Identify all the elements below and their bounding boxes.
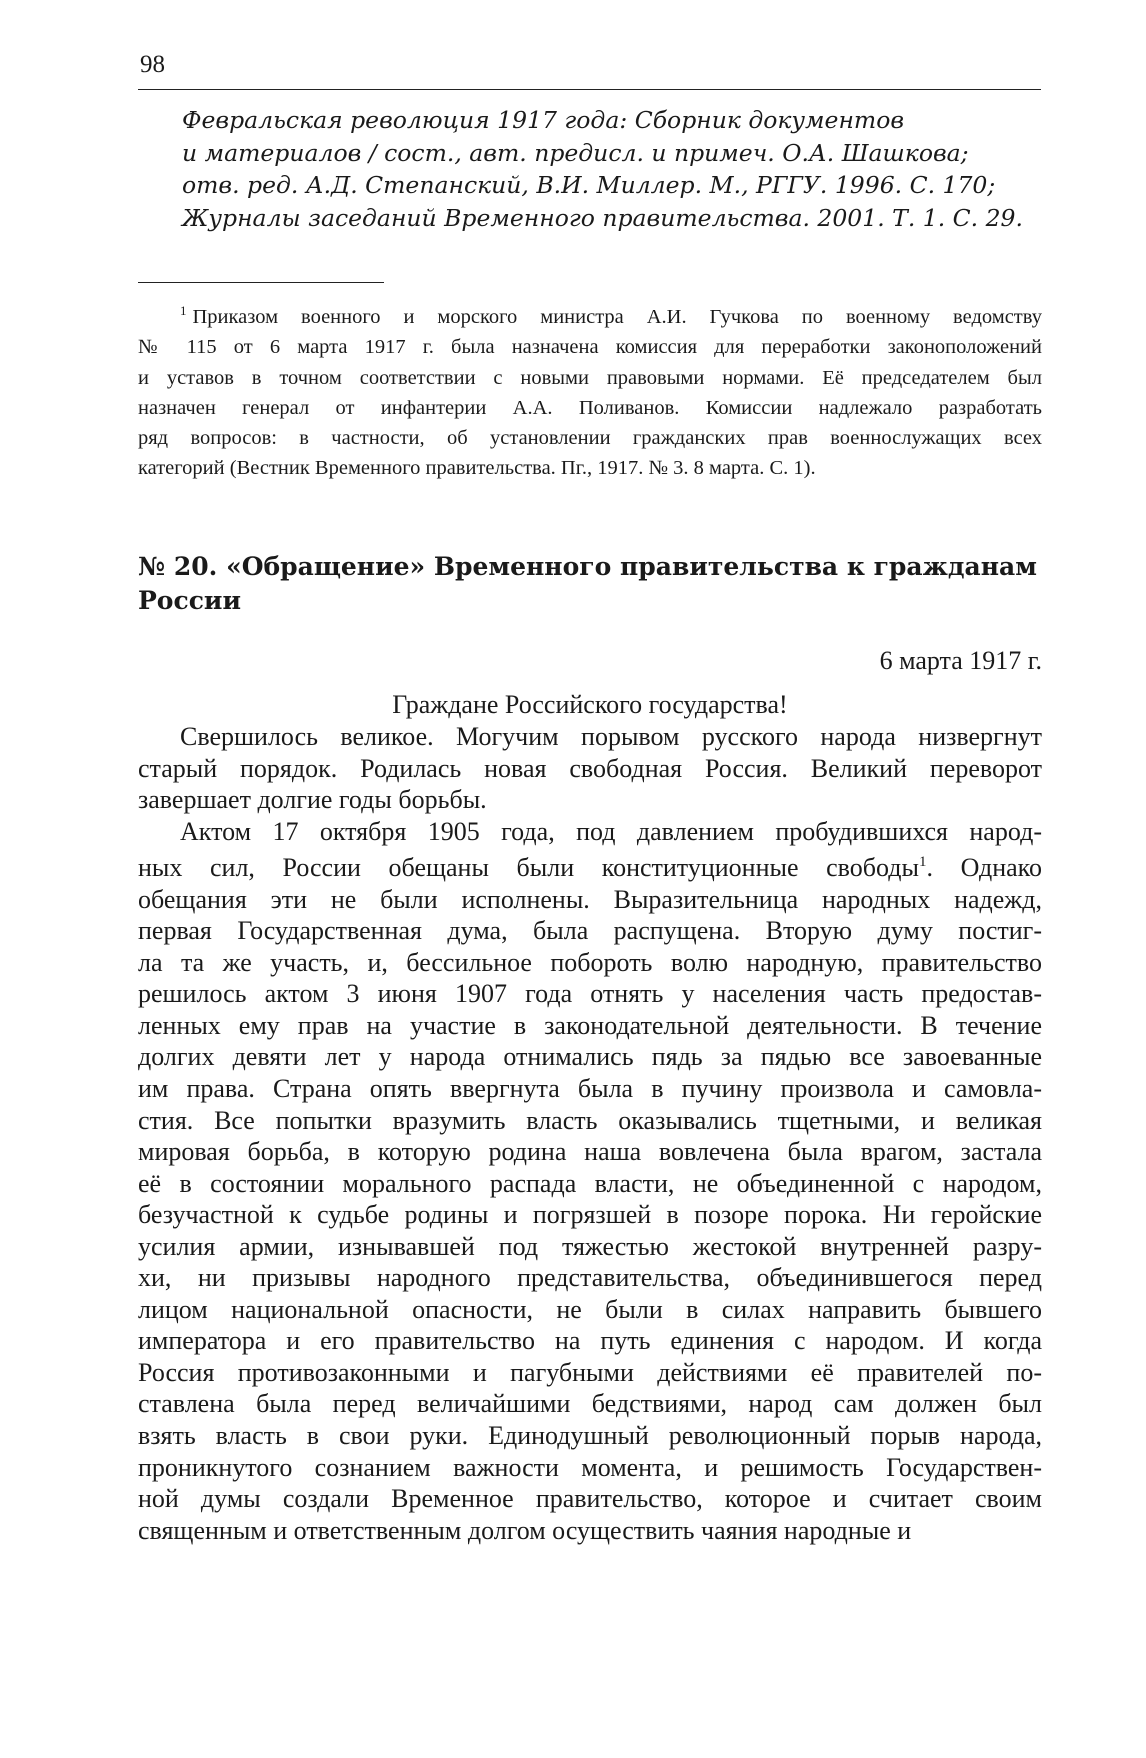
- body-line: ленных ему прав на участие в законодательной деятельности. В течение: [138, 1010, 1042, 1040]
- footnote-line: и уставов в точном соответствии с новыми правовыми нормами. Её председателем был: [138, 366, 1042, 389]
- document-body: [138, 721, 1042, 1546]
- document-title-line: № 20. «Обращение» Временного правительства к гражданам: [138, 552, 1037, 581]
- body-line: старый порядок. Родилась новая свободная Россия. Великий переворот: [138, 753, 1042, 783]
- body-line: мировая борьба, в которую родина наша вовлечена была врагом, застала: [138, 1137, 1042, 1167]
- body-line-text: . Однако: [926, 853, 1042, 883]
- body-line: безучастной к судьбе родины и погрязшей в позоре порока. Ни геройские: [138, 1200, 1042, 1230]
- body-line: первая Государственная дума, была распущена. Вторую думу постиг-: [138, 916, 1042, 946]
- footnote-line: № 115 от 6 марта 1917 г. была назначена комиссия для переработки законоположений: [138, 336, 1042, 359]
- body-line: взять власть в свои руки. Единодушный революционный порыв народа,: [138, 1421, 1042, 1451]
- body-line: Россия противозаконными и пагубными действиями её правителей по-: [138, 1357, 1042, 1387]
- body-line: решилось актом 3 июня 1907 года отнять у населения часть предостав-: [138, 979, 1042, 1009]
- body-line: священным и ответственным долгом осуществить чаяния народные и: [138, 1515, 912, 1545]
- document-date: 6 марта 1917 г.: [879, 646, 1042, 675]
- body-line: её в состоянии морального распада власти, не объединенной с народом,: [138, 1168, 1042, 1198]
- source-citation-line: Февральская революция 1917 года: Сборник документов: [182, 106, 905, 134]
- body-line-text: ных сил, России обещаны были конституционные свободы: [138, 853, 919, 883]
- body-line: Свершилось великое. Могучим порывом русского народа низвергнут: [180, 722, 1042, 751]
- header-rule: [138, 89, 1041, 90]
- body-line: хи, ни призывы народного представительства, объединившегося перед: [138, 1263, 1042, 1293]
- body-line: обещания эти не были исполнены. Выразительница народных надежд,: [138, 884, 1042, 914]
- page-number: 98: [140, 51, 165, 78]
- footnote-reference: 1: [918, 854, 927, 871]
- document-title-line: России: [138, 586, 242, 615]
- body-line: императора и его правительство на путь единения с народом. И когда: [138, 1326, 1042, 1356]
- footnote: [138, 296, 1042, 484]
- footnote-line-text: Приказом военного и морского министра А.И. Гучкова по военному ведомству: [192, 306, 1042, 328]
- document-title: [138, 550, 1042, 618]
- source-citation-line: Журналы заседаний Временного правительства. 2001. Т. 1. С. 29.: [182, 203, 1023, 232]
- salutation: Граждане Российского государства!: [392, 690, 788, 719]
- footnote-line: назначен генерал от инфантерии А.А. Поливанов. Комиссии надлежало разработать: [138, 396, 1042, 419]
- body-line: ной думы создали Временное правительство, которое и считает своим: [138, 1484, 1042, 1514]
- body-line: им права. Страна опять ввергнута была в пучину произвола и самовла-: [138, 1074, 1042, 1104]
- body-line: усилия армии, изнывавшей под тяжестью жестокой внутренней разру-: [138, 1231, 1042, 1261]
- body-line: [138, 847, 1042, 884]
- body-line: лицом национальной опасности, не были в силах направить бывшего: [138, 1294, 1042, 1324]
- footnote-separator: [138, 282, 384, 283]
- body-line: стия. Все попытки вразумить власть оказывались тщетными, и великая: [138, 1105, 1042, 1135]
- body-line: долгих девяти лет у народа отнимались пядь за пядью все завоеванные: [138, 1042, 1042, 1072]
- footnote-line: категорий (Вестник Временного правительства. Пг., 1917. № 3. 8 марта. С. 1).: [138, 457, 816, 480]
- body-line: ла та же участь, и, бессильное побороть волю народную, правительство: [138, 947, 1042, 977]
- body-line: Актом 17 октября 1905 года, под давлением пробудившихся народ-: [180, 816, 1042, 846]
- source-citation: [182, 104, 1042, 234]
- body-line: ставлена была перед величайшими бедствиями, народ сам должен был: [138, 1389, 1042, 1419]
- source-citation-line: и материалов / сост., авт. предисл. и примеч. О.А. Шашкова;: [182, 138, 969, 167]
- footnote-marker: 1: [180, 303, 187, 318]
- body-line: завершает долгие годы борьбы.: [138, 785, 487, 815]
- source-citation-line: отв. ред. А.Д. Степанский, В.И. Миллер. М., РГГУ. 1996. С. 170;: [182, 171, 996, 199]
- footnote-line: ряд вопросов: в частности, об установлении гражданских прав военнослужащих всех: [138, 427, 1042, 450]
- body-line: проникнутого сознанием важности момента, и решимость Государствен-: [138, 1452, 1042, 1482]
- footnote-line: [138, 296, 1042, 332]
